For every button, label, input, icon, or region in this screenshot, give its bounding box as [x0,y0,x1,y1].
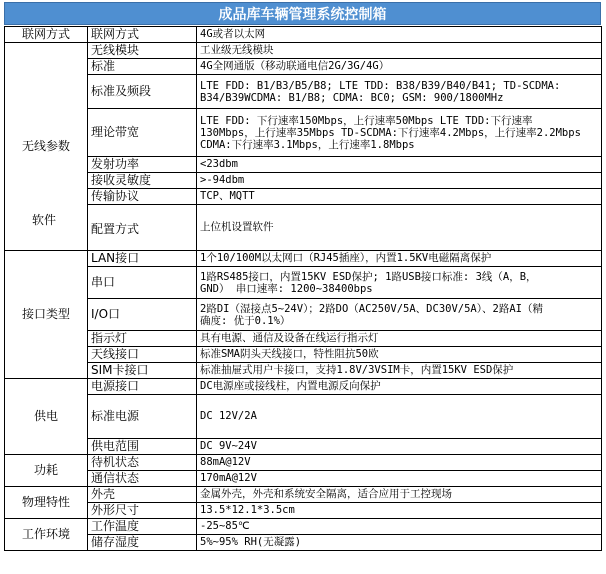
row-value: 13.5*12.1*3.5cm [197,503,602,519]
row-value: 4G全网通版（移动联通电信2G/3G/4G） [197,59,602,75]
value-line: CDMA:下行速率3.1Mbps，上行速率1.8Mbps [200,138,415,151]
row-value: 金属外壳，外壳和系统安全隔离，适合应用于工控现场 [197,487,602,503]
row-label: 配置方式 [91,221,140,236]
value-line: 2路DI（湿接点5~24V）；2路DO（AC250V/5A、DC30V/5A）、2路AI（精 [200,302,543,315]
value-line: LTE FDD: B1/B3/B5/B8; LTE TDD: B38/B39/B40/B41; TD-SCDMA: [200,79,561,92]
row-value: TCP、MQTT [197,189,602,205]
row-value: 5%~95% RH(无凝露) [197,535,602,551]
row-value: >-94dbm [197,173,602,189]
table-row [5,299,602,331]
row-value: 4G或者以太网 [197,27,602,43]
row-label: 标准 [88,59,197,75]
row-value: DC电源座或接线柱，内置电源反向保护 [197,379,602,395]
row-value: -25~85℃ [197,519,602,535]
row-value [197,267,602,299]
value-line: 1路RS485接口，内置15KV ESD保护; 1路USB接口标准: 3线（A，B， [200,270,537,283]
category-wireless: 无线参数 [5,43,88,251]
row-value: DC 12V/2A [197,395,602,439]
row-label: 工作温度 [88,519,197,535]
row-label: 标准电源 [88,395,197,439]
table-row [5,487,602,503]
row-value [197,299,602,331]
category-interfaces: 接口类型 [5,251,88,379]
table-row [5,379,602,395]
row-label: 待机状态 [88,455,197,471]
table-row [5,251,602,267]
table-row [5,173,602,189]
row-value: 170mA@12V [197,471,602,487]
row-value: 工业级无线模块 [197,43,602,59]
row-value [197,75,602,109]
row-value: 1个10/100M以太网口（RJ45插座），内置1.5KV电磁隔离保护 [197,251,602,267]
table-row [5,205,602,251]
table-row [5,331,602,347]
row-label: 串口 [88,267,197,299]
row-label: 接收灵敏度 [88,173,197,189]
table-row [5,471,602,487]
category-software: 软件 [31,212,56,227]
category-physical: 物理特性 [5,487,88,519]
table-row [5,157,602,173]
row-label: 传输协议 [88,189,197,205]
row-label: 外形尺寸 [88,503,197,519]
row-label: 标准及频段 [88,75,197,109]
row-value: 88mA@12V [197,455,602,471]
row-value: 标准抽屉式用户卡接口，支持1.8V/3VSIM卡，内置15KV ESD保护 [197,363,602,379]
row-value: 具有电源、通信及设备在线运行指示灯 [197,331,602,347]
spec-table [4,26,602,551]
table-row [5,75,602,109]
table-row [5,347,602,363]
row-label: 储存湿度 [88,535,197,551]
table-row [5,43,602,59]
table-row [5,267,602,299]
row-label: 供电范围 [88,439,197,455]
value-line: 130Mbps，上行速率35Mbps TD-SCDMA:下行速率4.2Mbps，上行速率2.2Mbps [200,126,581,139]
row-label: SIM卡接口 [88,363,197,379]
row-label: 理论带宽 [88,109,197,157]
row-value: DC 9V~24V [197,439,602,455]
table-row [5,395,602,439]
value-line: LTE FDD: 下行速率150Mbps，上行速率50Mbps LTE TDD:下行速率 [200,114,533,127]
row-label: 通信状态 [88,471,197,487]
table-row [5,503,602,519]
value-line: 确度: 优于0.1%） [200,314,291,327]
category-networking: 联网方式 [5,27,88,43]
row-label: 指示灯 [88,331,197,347]
row-label: 无线模块 [88,43,197,59]
row-label: I/O口 [88,299,197,331]
row-label: 天线接口 [88,347,197,363]
category-power-consumption: 功耗 [5,455,88,487]
row-label: 联网方式 [88,27,197,43]
row-value: 标准SMA阴头天线接口，特性阻抗50欧 [197,347,602,363]
table-row [5,439,602,455]
table-row [5,27,602,43]
value-line: B34/B39WCDMA: B1/B8; CDMA: BC0; GSM: 900/1800MHz [200,91,504,104]
table-row [5,189,602,205]
table-row [5,363,602,379]
row-value: <23dbm [197,157,602,173]
row-value [197,109,602,157]
row-label: 电源接口 [88,379,197,395]
table-row [5,535,602,551]
row-value: 上位机设置软件 [197,205,602,251]
page-title: 成品库车辆管理系统控制箱 [4,2,601,25]
row-label: 发射功率 [88,157,197,173]
table-row [5,455,602,471]
value-line: GND） 串口速率: 1200~38400bps [200,282,373,295]
category-environment: 工作环境 [5,519,88,551]
table-row [5,59,602,75]
category-power-supply: 供电 [5,379,88,455]
table-row [5,109,602,157]
table-row [5,519,602,535]
row-label: 外壳 [88,487,197,503]
row-label: LAN接口 [88,251,197,267]
